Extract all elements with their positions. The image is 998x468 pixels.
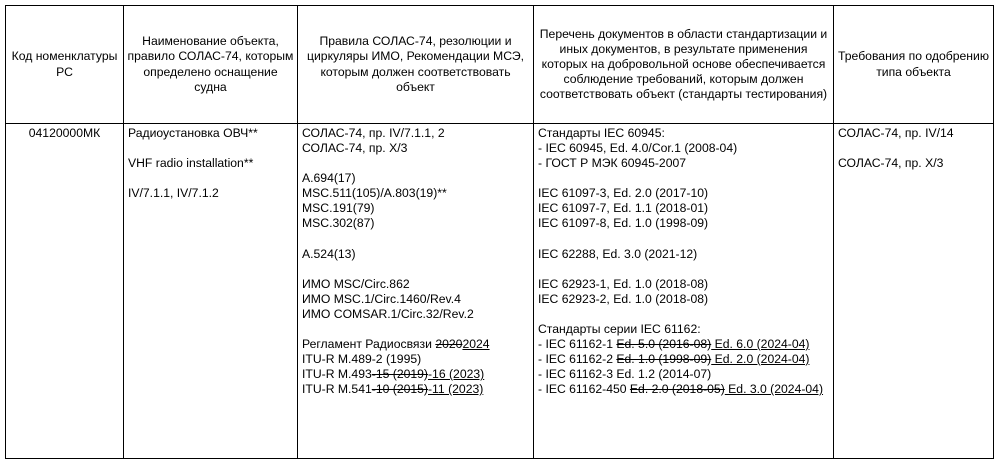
inserted-text: Ed. 6.0 (2024-04)	[711, 336, 810, 351]
itu-item	[302, 352, 529, 367]
standard-item: - ГОСТ Р МЭК 60945-2007	[538, 156, 687, 171]
deleted-text: 2020	[435, 336, 463, 351]
header-code: Код номенклатуры РС	[6, 6, 124, 124]
itu-item	[302, 367, 529, 382]
standard-item: IEC 61097-3, Ed. 2.0 (2017-10)	[538, 186, 709, 201]
rules-cell	[298, 124, 534, 459]
standard-base: - IEC 61162-2	[538, 352, 617, 367]
object-name-ru: Радиоустановка ОВЧ**	[128, 126, 258, 140]
rule-item: ИМО MSC.1/Circ.1460/Rev.4	[302, 291, 461, 306]
deleted-text: -10 (2015)	[371, 382, 428, 397]
approval-cell	[834, 124, 994, 459]
deleted-text: Ed. 2.0 (2018-05)	[629, 382, 725, 397]
standard-amended-item	[538, 337, 829, 352]
standard-amended-item	[538, 367, 829, 382]
inserted-text: Ed. 3.0 (2024-04)	[724, 382, 824, 397]
standard-base: - IEC 61162-1	[538, 336, 617, 351]
object-name-en: VHF radio installation**	[128, 156, 254, 171]
rule-item: MSC.302(87)	[302, 216, 375, 231]
standards-cell	[534, 124, 834, 459]
rule-item: ИМО MSC/Circ.862	[302, 276, 410, 291]
standard-item: IEC 62288, Ed. 3.0 (2021-12)	[538, 246, 698, 261]
standard-amended-item	[538, 352, 829, 367]
inserted-text: Ed. 2.0 (2024-04)	[711, 352, 810, 367]
standard-base: - IEC 61162-450	[538, 382, 630, 397]
itu-base: ITU-R M.489-2 (1995)	[302, 352, 422, 367]
table-row	[6, 124, 994, 459]
inserted-text: 2024	[462, 336, 490, 351]
header-standards: Перечень документов в области стандартизации и иных документов, в результате применения которых на добровольной основе обеспечивается соблюдение требований, которым должен соответствовать объект (стандарты тестирования)	[534, 6, 834, 124]
standard-base: - IEC 61162-3 Ed. 1.2 (2014-07)	[538, 367, 712, 382]
header-rules: Правила СОЛАС-74, резолюции и циркуляры ИМО, Рекомендации МСЭ, которым должен соответствовать объект	[298, 6, 534, 124]
rule-item: ИМО COMSAR.1/Circ.32/Rev.2	[302, 306, 474, 321]
standard-item: IEC 61097-8, Ed. 1.0 (1998-09)	[538, 216, 709, 231]
code-cell	[6, 124, 124, 459]
header-row	[6, 6, 994, 124]
nomenclature-code: 04120000МК	[28, 126, 101, 140]
standards-group-title: Стандарты серии IEC 61162:	[538, 321, 701, 336]
rule-item: MSC.511(105)/A.803(19)**	[302, 186, 447, 201]
standard-amended-item	[538, 382, 829, 397]
deleted-text: -15 (2019)	[371, 367, 428, 382]
standards-group-title: Стандарты IEC 60945:	[538, 126, 665, 140]
itu-base: ITU-R M.541	[302, 382, 372, 397]
standard-item: IEC 62923-2, Ed. 1.0 (2018-08)	[538, 291, 709, 306]
header-approval: Требования по одобрению типа объекта	[834, 6, 994, 124]
itu-item	[302, 382, 529, 397]
deleted-text: Ed. 5.0 (2016-08)	[616, 336, 712, 351]
rule-item: A.694(17)	[302, 171, 356, 186]
deleted-text: Ed. 1.0 (1998-09)	[616, 352, 712, 367]
rule-item: СОЛАС-74, пр. X/3	[302, 141, 408, 156]
requirements-table	[5, 5, 994, 459]
itu-base: ITU-R M.493	[302, 367, 372, 382]
object-solas-rules: IV/7.1.1, IV/7.1.2	[128, 186, 219, 201]
rule-item: MSC.191(79)	[302, 201, 375, 216]
rule-item: СОЛАС-74, пр. IV/7.1.1, 2	[302, 126, 445, 140]
standard-item: IEC 62923-1, Ed. 1.0 (2018-08)	[538, 276, 709, 291]
radio-regulations-item	[302, 337, 529, 352]
inserted-text: -11 (2023)	[428, 382, 484, 397]
rule-item: A.524(13)	[302, 246, 356, 261]
name-cell	[124, 124, 298, 459]
approval-item: СОЛАС-74, пр. IV/14	[838, 126, 954, 140]
inserted-text: -16 (2023)	[428, 367, 485, 382]
standard-item: IEC 61097-7, Ed. 1.1 (2018-01)	[538, 201, 709, 216]
approval-item: СОЛАС-74, пр. X/3	[838, 156, 944, 171]
standard-item: - IEC 60945, Ed. 4.0/Cor.1 (2008-04)	[538, 141, 738, 156]
header-name: Наименование объекта, правило СОЛАС-74, которым определено оснащение судна	[124, 6, 298, 124]
radio-regulations-text: Регламент Радиосвязи	[302, 336, 436, 351]
